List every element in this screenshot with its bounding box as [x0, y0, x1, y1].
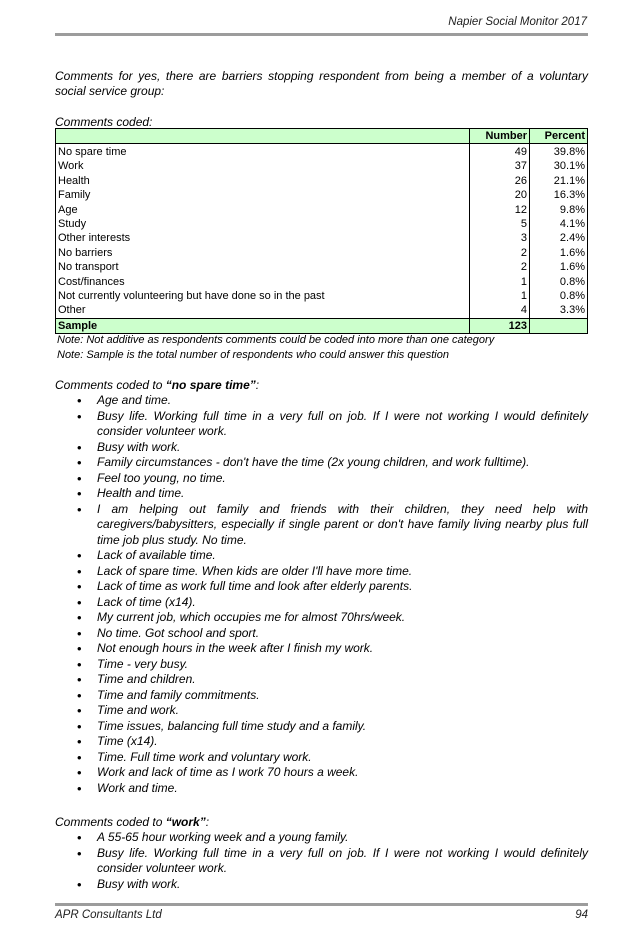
section-prefix: Comments coded to	[55, 378, 166, 392]
row-number: 26	[470, 174, 530, 188]
table-row	[56, 304, 588, 319]
row-number: 20	[470, 189, 530, 203]
list-item: • Busy with work.	[55, 877, 588, 893]
intro-text: Comments for yes, there are barriers stopping respondent from being a member of a voluntary social service group:	[55, 69, 588, 98]
row-number: 49	[470, 144, 530, 160]
list-item: • Health and time.	[55, 486, 588, 502]
row-percent: 21.1%	[530, 174, 588, 188]
sample-number: 123	[470, 319, 530, 334]
table-row	[56, 203, 588, 217]
header-rule	[55, 33, 588, 36]
row-label: Other interests	[56, 232, 470, 246]
list-item: • Not enough hours in the week after I finish my work.	[55, 641, 588, 657]
row-percent: 2.4%	[530, 232, 588, 246]
section-code: “work”	[165, 815, 206, 829]
table-header-number: Number	[470, 129, 530, 144]
note-sample: Note: Sample is the total number of respondents who could answer this question	[57, 348, 449, 361]
list-item: • Work and lack of time as I work 70 hours a week.	[55, 765, 588, 781]
table-header-blank	[56, 129, 470, 144]
list-item: • Time - very busy.	[55, 657, 588, 673]
row-number: 3	[470, 232, 530, 246]
row-percent: 1.6%	[530, 246, 588, 260]
list-item: • Time. Full time work and voluntary work.	[55, 750, 588, 766]
table-header-row	[56, 129, 588, 144]
table-header-percent: Percent	[530, 129, 588, 144]
page-header-title: Napier Social Monitor 2017	[448, 16, 587, 28]
row-label: Family	[56, 189, 470, 203]
row-percent: 39.8%	[530, 144, 588, 160]
list-item: • Time and family commitments.	[55, 688, 588, 704]
list-item: • Busy with work.	[55, 440, 588, 456]
row-percent: 0.8%	[530, 289, 588, 303]
comments-coded-table	[55, 128, 588, 334]
list-item: • Lack of spare time. When kids are older I'll have more time.	[55, 564, 588, 580]
list-item: • Feel too young, no time.	[55, 471, 588, 487]
row-label: Study	[56, 217, 470, 231]
list-item: • Family circumstances - don't have the time (2x young children, and work fulltime).	[55, 455, 588, 471]
row-label: Work	[56, 160, 470, 174]
list-item: • Work and time.	[55, 781, 588, 797]
note-not-additive: Note: Not additive as respondents comments could be coded into more than one category	[57, 334, 495, 346]
row-percent: 0.8%	[530, 275, 588, 289]
row-label: Health	[56, 174, 470, 188]
footer-company: APR Consultants Ltd	[55, 909, 162, 921]
row-number: 2	[470, 246, 530, 260]
list-item: • I am helping out family and friends with their children, they need help with caregivers/babysitters, especially if single parent or don't have family living nearby plus full time job plus study. No time.	[55, 502, 588, 549]
comment-list-work	[55, 830, 588, 892]
table-row	[56, 189, 588, 203]
row-number: 4	[470, 304, 530, 319]
row-number: 1	[470, 275, 530, 289]
list-item: • Time (x14).	[55, 734, 588, 750]
table-row	[56, 275, 588, 289]
table-row	[56, 144, 588, 160]
row-label: No spare time	[56, 144, 470, 160]
row-label: Not currently volunteering but have done so in the past	[56, 289, 470, 303]
section-title-work	[55, 815, 209, 829]
table-caption: Comments coded:	[55, 115, 153, 129]
row-number: 37	[470, 160, 530, 174]
list-item: • Lack of time as work full time and look after elderly parents.	[55, 579, 588, 595]
section-title-no-spare-time	[55, 378, 259, 392]
table-row	[56, 174, 588, 188]
row-percent: 1.6%	[530, 261, 588, 275]
row-percent: 3.3%	[530, 304, 588, 319]
footer-rule	[55, 903, 588, 906]
table-row	[56, 246, 588, 260]
comment-list-no-spare-time	[55, 393, 588, 796]
row-percent: 9.8%	[530, 203, 588, 217]
row-label: No barriers	[56, 246, 470, 260]
sample-percent	[530, 319, 588, 334]
row-label: Age	[56, 203, 470, 217]
row-percent: 30.1%	[530, 160, 588, 174]
table-row	[56, 232, 588, 246]
row-label: Cost/finances	[56, 275, 470, 289]
table-row	[56, 217, 588, 231]
row-number: 12	[470, 203, 530, 217]
list-item: • Age and time.	[55, 393, 588, 409]
row-number: 1	[470, 289, 530, 303]
section-prefix: Comments coded to	[55, 815, 166, 829]
table-sample-row	[56, 319, 588, 334]
table-notes	[57, 333, 494, 362]
list-item: • A 55-65 hour working week and a young family.	[55, 830, 588, 846]
section-suffix: :	[255, 378, 260, 392]
list-item: • Lack of time (x14).	[55, 595, 588, 611]
list-item: • Lack of available time.	[55, 548, 588, 564]
list-item: • My current job, which occupies me for almost 70hrs/week.	[55, 610, 588, 626]
list-item: • Time and work.	[55, 703, 588, 719]
list-item: • No time. Got school and sport.	[55, 626, 588, 642]
list-item: • Busy life. Working full time in a very full on job. If I were not working I would definitely consider volunteer work.	[55, 409, 588, 440]
sample-label: Sample	[56, 319, 470, 334]
section-code: “no spare time”	[165, 378, 256, 392]
table-row	[56, 160, 588, 174]
table-row	[56, 261, 588, 275]
list-item: • Busy life. Working full time in a very full on job. If I were not working I would definitely consider volunteer work.	[55, 846, 588, 877]
list-item: • Time issues, balancing full time study and a family.	[55, 719, 588, 735]
table-body	[56, 144, 588, 334]
section-suffix: :	[205, 815, 210, 829]
row-label: No transport	[56, 261, 470, 275]
row-percent: 16.3%	[530, 189, 588, 203]
footer-page-number: 94	[575, 909, 588, 921]
row-number: 2	[470, 261, 530, 275]
list-item: • Time and children.	[55, 672, 588, 688]
row-number: 5	[470, 217, 530, 231]
row-percent: 4.1%	[530, 217, 588, 231]
row-label: Other	[56, 304, 470, 319]
table-row	[56, 289, 588, 303]
